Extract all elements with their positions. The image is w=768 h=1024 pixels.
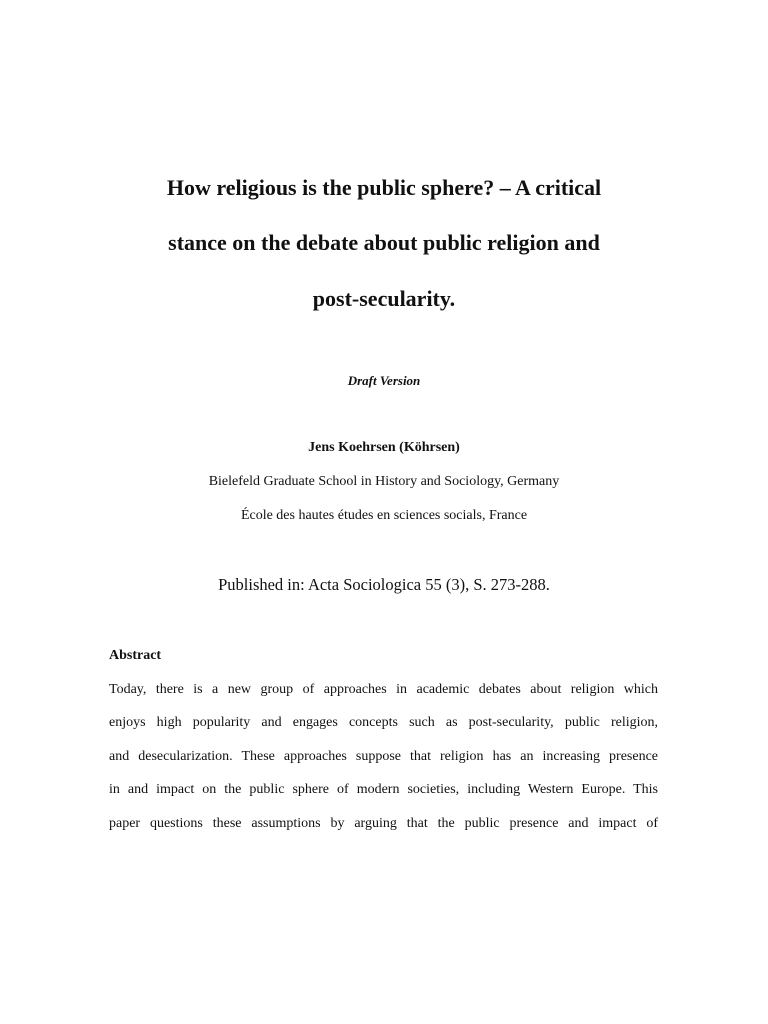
abstract-line-5 <box>109 815 658 833</box>
abstract-line-text: enjoys high popularity and engages concepts such as post-secularity, public religion, <box>109 715 658 730</box>
abstract-line-3 <box>109 748 658 766</box>
author-name: Jens Koehrsen (Köhrsen) <box>308 440 460 455</box>
abstract-line-1 <box>109 681 658 699</box>
abstract-line-text: paper questions these assumptions by arguing that the public presence and impact of <box>109 816 658 831</box>
draft-version-label: Draft Version <box>347 373 421 388</box>
abstract-line-text: and desecularization. These approaches suppose that religion has an increasing presence <box>109 749 658 764</box>
title-line-2: stance on the debate about public religion and <box>168 230 600 255</box>
abstract-line-2 <box>109 714 658 732</box>
publication-info: Published in: Acta Sociologica 55 (3), S. 273-288. <box>218 575 550 594</box>
title-line-3: post-secularity. <box>312 286 456 311</box>
abstract-line-text: Today, there is a new group of approaches in academic debates about religion which <box>109 682 658 697</box>
affiliation-1: Bielefeld Graduate School in History and Sociology, Germany <box>208 474 560 489</box>
abstract-line-4 <box>109 781 658 799</box>
abstract-line-text: in and impact on the public sphere of modern societies, including Western Europe. This <box>109 782 658 797</box>
abstract-heading: Abstract <box>109 648 162 663</box>
affiliation-2: École des hautes études en sciences socials, France <box>240 508 528 523</box>
title-line-1: How religious is the public sphere? – A critical <box>166 175 602 200</box>
